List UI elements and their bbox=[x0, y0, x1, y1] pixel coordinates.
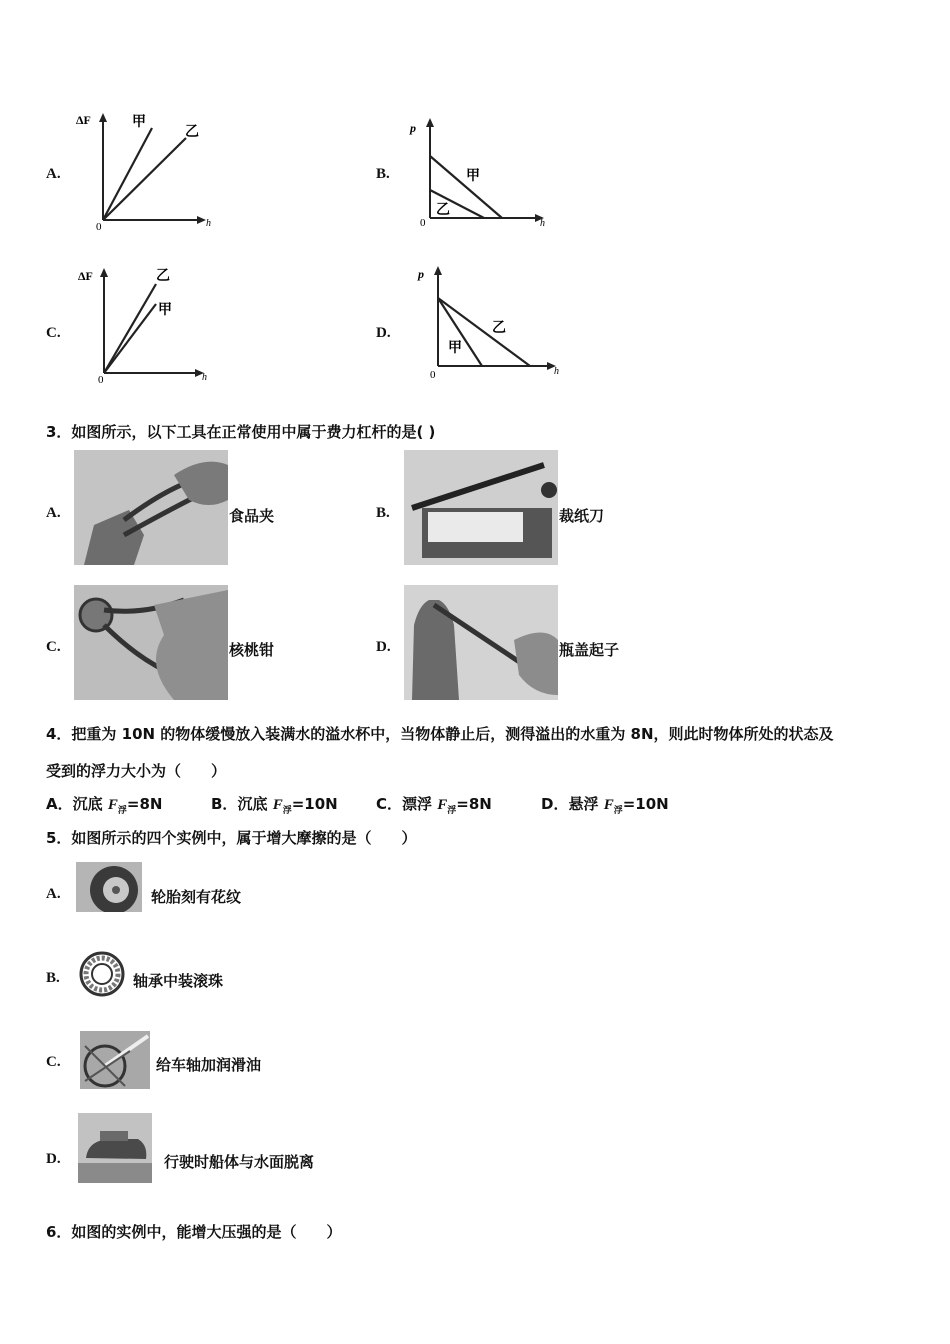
q4-option-d-label: D． bbox=[541, 795, 569, 813]
q3-option-a-label: A. bbox=[46, 505, 61, 521]
q4-option-a bbox=[46, 793, 162, 816]
q4-option-d-sub: 浮 bbox=[613, 806, 623, 816]
q3-option-b-label: B. bbox=[376, 505, 390, 521]
q3-option-c-caption: 核桃钳 bbox=[229, 641, 275, 659]
q4-option-a-force: F bbox=[107, 797, 118, 813]
q6-stem: 6．如图的实例中，能增大压强的是（ ） bbox=[46, 1223, 342, 1241]
q5-option-b-caption: 轴承中装滚珠 bbox=[133, 972, 224, 990]
q4-option-c-value: =8N bbox=[456, 795, 492, 813]
graph-a-line1: 甲 bbox=[132, 115, 146, 130]
food-tongs-photo bbox=[74, 450, 228, 565]
q4-option-c-label: C． bbox=[376, 795, 403, 813]
graph-b-origin: 0 bbox=[420, 217, 426, 229]
paper-cutter-photo bbox=[404, 450, 558, 565]
graph-c-line2: 甲 bbox=[158, 303, 172, 318]
q3-option-a-caption: 食品夹 bbox=[229, 507, 275, 525]
graph-c-xaxis: h bbox=[202, 372, 207, 383]
q4-option-c bbox=[376, 793, 492, 816]
graph-b bbox=[400, 108, 560, 233]
graph-a bbox=[70, 108, 220, 233]
q3-stem: 3．如图所示，以下工具在正常使用中属于费力杠杆的是( ) bbox=[46, 423, 436, 441]
graph-d bbox=[400, 258, 570, 383]
graph-b-label: B. bbox=[376, 166, 390, 182]
q4-option-a-sub: 浮 bbox=[117, 806, 127, 816]
q4-option-c-force: F bbox=[437, 797, 448, 813]
tire-tread-photo bbox=[76, 862, 142, 912]
q4-option-d-force: F bbox=[603, 797, 614, 813]
graph-c-line1: 乙 bbox=[156, 269, 170, 284]
q4-option-c-state: 漂浮 bbox=[402, 795, 433, 813]
q4-option-a-value: =8N bbox=[126, 795, 163, 813]
q4-stem-line1: 4．把重为 10N 的物体缓慢放入装满水的溢水杯中，当物体静止后，测得溢出的水重为 8N，则此时物体所处的状态及 bbox=[46, 725, 834, 743]
q3-option-c-label: C. bbox=[46, 639, 61, 655]
q4-option-b-value: =10N bbox=[291, 795, 338, 813]
graph-c-yaxis: ΔF bbox=[78, 269, 93, 283]
q4-option-b bbox=[211, 793, 338, 816]
q4-option-d-value: =10N bbox=[622, 795, 669, 813]
q4-option-d-state: 悬浮 bbox=[568, 795, 599, 813]
graph-c-origin: 0 bbox=[98, 374, 104, 386]
q4-option-d bbox=[541, 793, 669, 816]
q4-option-b-sub: 浮 bbox=[282, 806, 292, 816]
nutcracker-photo bbox=[74, 585, 228, 700]
graph-d-line2: 甲 bbox=[448, 341, 462, 356]
graph-d-yaxis: p bbox=[418, 267, 424, 281]
q4-option-b-force: F bbox=[272, 797, 283, 813]
q3-option-d-caption: 瓶盖起子 bbox=[559, 641, 620, 659]
q4-option-a-state: 沉底 bbox=[72, 795, 103, 813]
graph-b-line2: 乙 bbox=[436, 203, 450, 218]
q5-option-a-caption: 轮胎刻有花纹 bbox=[151, 888, 242, 906]
bottle-opener-photo bbox=[404, 585, 558, 700]
graph-d-origin: 0 bbox=[430, 369, 436, 381]
q3-option-b-caption: 裁纸刀 bbox=[559, 507, 605, 525]
bearing-photo bbox=[78, 950, 126, 998]
graph-d-xaxis: h bbox=[554, 366, 559, 377]
graph-a-xaxis: h bbox=[206, 218, 211, 229]
graph-a-label: A. bbox=[46, 166, 61, 182]
graph-a-yaxis: ΔF bbox=[76, 113, 91, 127]
bike-axle-photo bbox=[80, 1031, 150, 1089]
q5-option-d-label: D. bbox=[46, 1151, 61, 1167]
q5-option-a-label: A. bbox=[46, 886, 61, 902]
graph-b-yaxis: p bbox=[410, 121, 416, 135]
q5-option-c-label: C. bbox=[46, 1054, 61, 1070]
q4-option-b-state: 沉底 bbox=[237, 795, 268, 813]
graph-b-xaxis: h bbox=[540, 218, 545, 229]
graph-c bbox=[70, 262, 220, 387]
graph-a-line2: 乙 bbox=[185, 125, 199, 140]
q4-option-b-label: B． bbox=[211, 795, 238, 813]
q5-option-b-label: B. bbox=[46, 970, 60, 986]
q4-option-c-sub: 浮 bbox=[447, 806, 457, 816]
graph-d-line1: 乙 bbox=[492, 321, 506, 336]
graph-c-label: C. bbox=[46, 325, 61, 341]
graph-d-label: D. bbox=[376, 325, 391, 341]
q5-stem: 5．如图所示的四个实例中，属于增大摩擦的是（ ） bbox=[46, 829, 417, 847]
q4-stem-line2: 受到的浮力大小为（ ） bbox=[46, 762, 227, 780]
q4-option-a-label: A． bbox=[46, 795, 73, 813]
graph-a-origin: 0 bbox=[96, 221, 102, 233]
graph-b-line1: 甲 bbox=[466, 169, 480, 184]
q5-option-d-caption: 行驶时船体与水面脱离 bbox=[164, 1153, 315, 1171]
hovercraft-photo bbox=[78, 1113, 152, 1183]
q5-option-c-caption: 给车轴加润滑油 bbox=[156, 1056, 262, 1074]
q3-option-d-label: D. bbox=[376, 639, 391, 655]
